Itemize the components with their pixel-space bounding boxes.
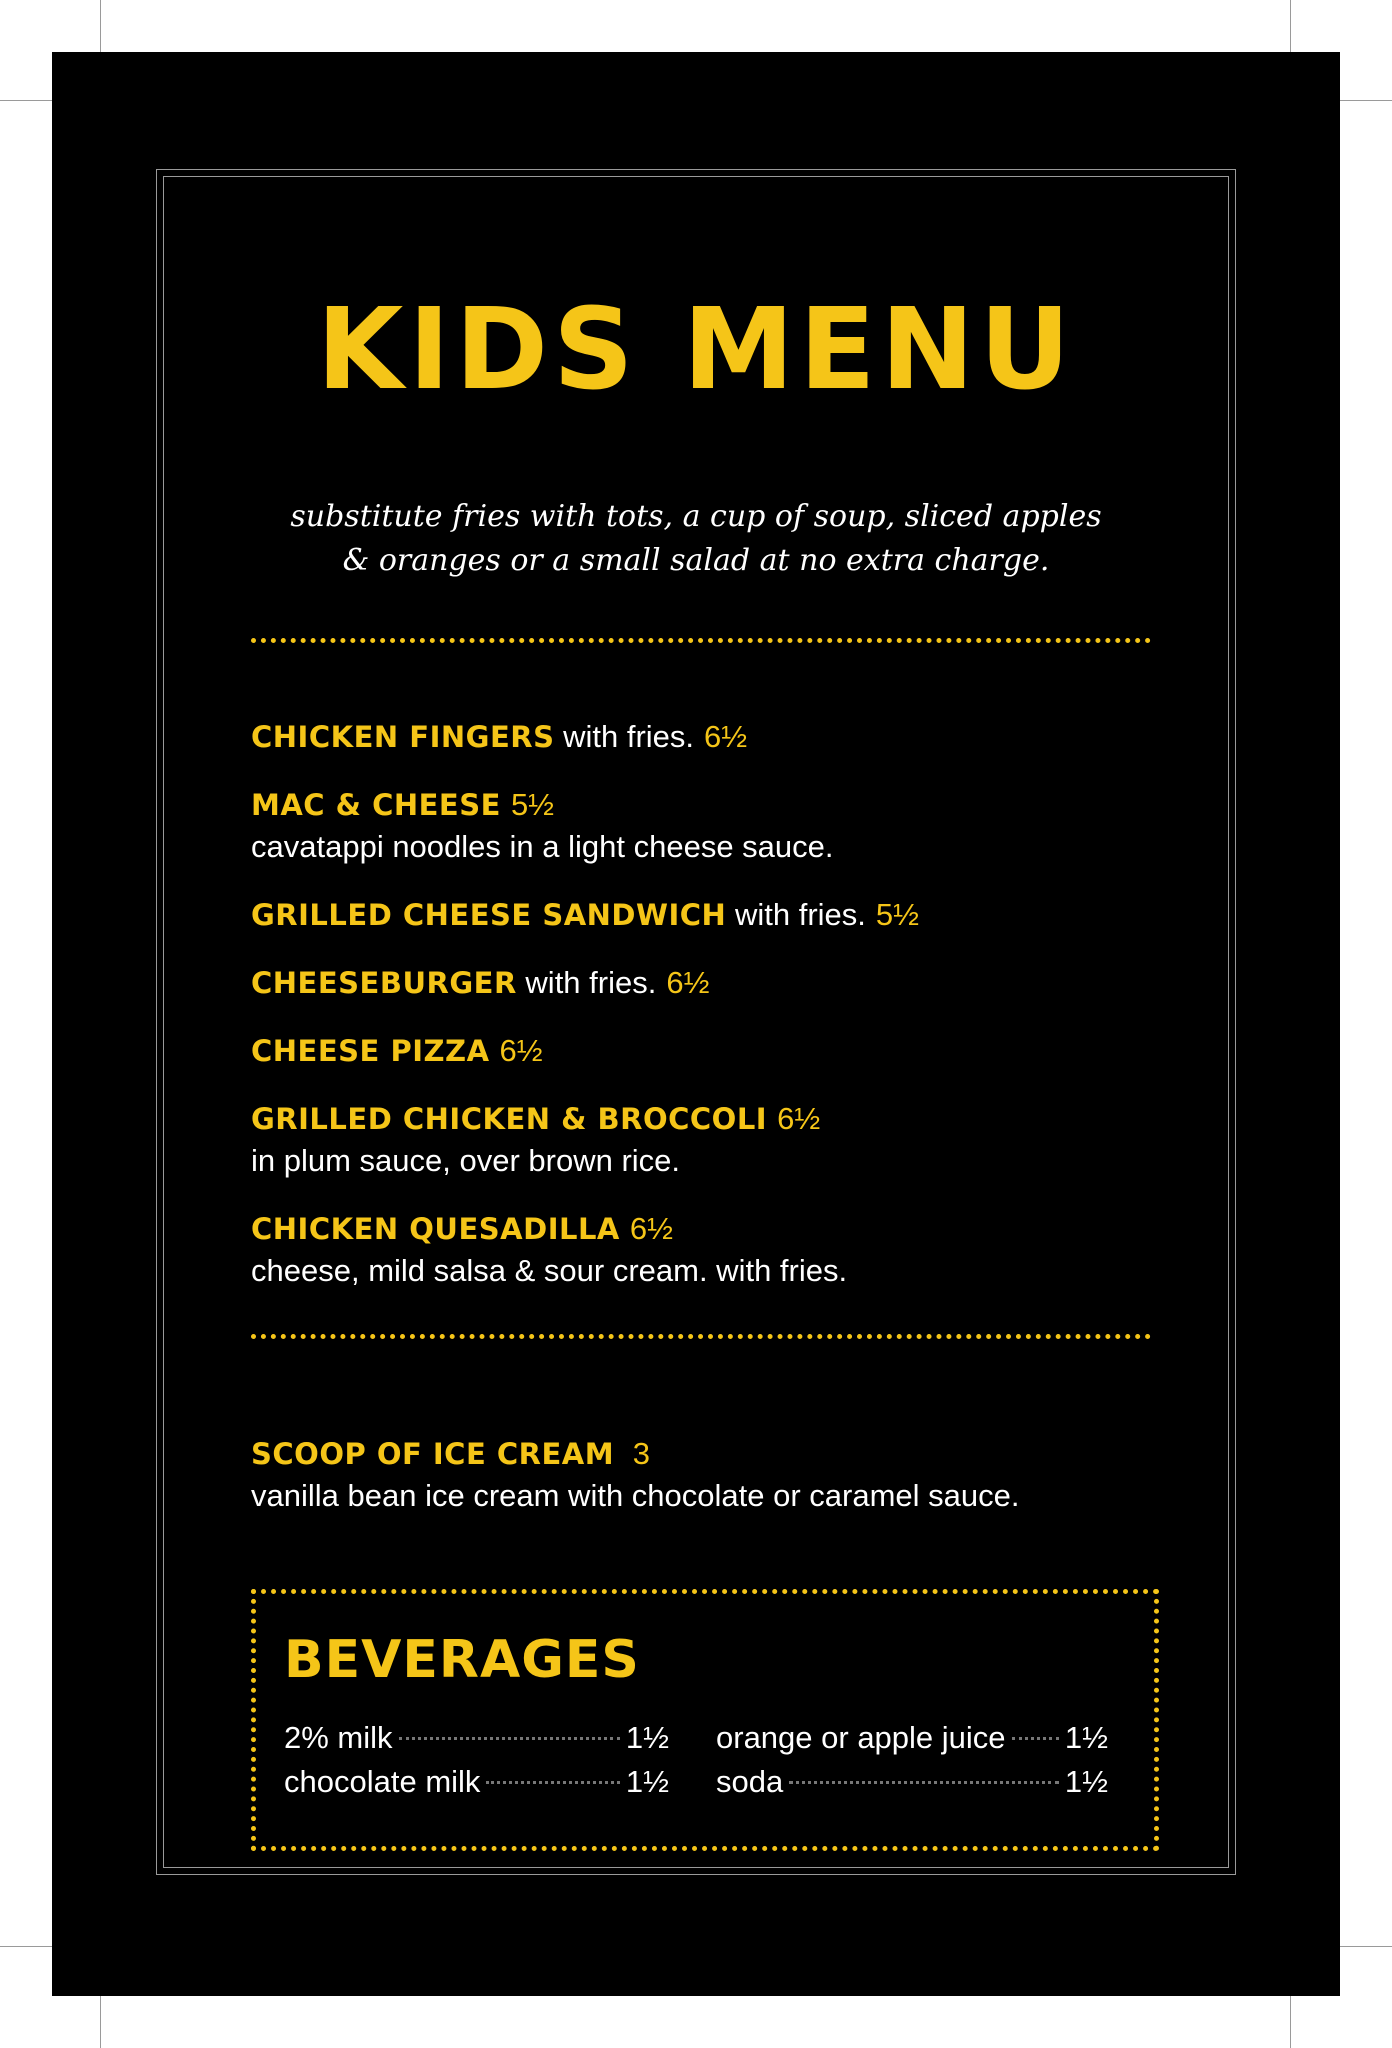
dotted-divider bbox=[251, 638, 1151, 643]
menu-item-price: 6½ bbox=[629, 1211, 673, 1246]
menu-item-line bbox=[251, 962, 1151, 1004]
crop-mark bbox=[1340, 1946, 1392, 1947]
crop-mark bbox=[0, 1946, 52, 1947]
dessert-description: vanilla bean ice cream with chocolate or caramel sauce. bbox=[251, 1478, 1020, 1513]
menu-item-price: 6½ bbox=[704, 719, 748, 754]
dotted-divider bbox=[251, 1334, 1151, 1339]
crop-mark bbox=[0, 100, 52, 101]
menu-item-description: cheese, mild salsa & sour cream. with fries. bbox=[251, 1253, 848, 1288]
subtitle-line-1: substitute fries with tots, a cup of soup, sliced apples bbox=[290, 499, 1102, 534]
menu-item bbox=[251, 1208, 1151, 1292]
beverage-row bbox=[284, 1716, 669, 1760]
menu-item-line bbox=[251, 1098, 1151, 1140]
menu-item bbox=[251, 962, 1151, 1004]
subtitle-line-2: & oranges or a small salad at no extra charge. bbox=[342, 543, 1050, 578]
crop-mark bbox=[1290, 0, 1291, 52]
menu-item-price: 6½ bbox=[499, 1033, 543, 1068]
menu-sheet bbox=[52, 52, 1340, 1996]
beverage-price: 1½ bbox=[625, 1720, 669, 1755]
menu-item-price: 5½ bbox=[510, 787, 555, 822]
menu-item bbox=[251, 784, 1151, 868]
beverage-row bbox=[284, 1760, 669, 1804]
menu-item-name: GRILLED CHICKEN & BROCCOLI bbox=[251, 1102, 768, 1136]
menu-item-line bbox=[251, 784, 1151, 826]
menu-item bbox=[251, 894, 1151, 936]
dessert-price: 3 bbox=[632, 1436, 650, 1471]
beverages-column-right bbox=[716, 1716, 1108, 1804]
menu-item-price: 6½ bbox=[666, 965, 710, 1000]
dot-leader bbox=[399, 1737, 620, 1740]
menu-item-price: 5½ bbox=[875, 897, 919, 932]
menu-item-inline-note: with fries. bbox=[563, 719, 695, 754]
beverage-row bbox=[716, 1716, 1108, 1760]
menu-item-name: GRILLED CHEESE SANDWICH bbox=[251, 898, 727, 932]
beverage-row bbox=[716, 1760, 1108, 1804]
menu-item bbox=[251, 716, 1151, 758]
menu-item-line bbox=[251, 1030, 1151, 1072]
beverage-name: orange or apple juice bbox=[716, 1720, 1006, 1755]
menu-title: KIDS MENU bbox=[316, 285, 1076, 415]
menu-item-name: CHICKEN FINGERS bbox=[251, 720, 555, 754]
beverage-price: 1½ bbox=[625, 1764, 669, 1799]
menu-item-price: 6½ bbox=[777, 1101, 821, 1136]
menu-item-name: CHEESE PIZZA bbox=[251, 1034, 490, 1068]
dessert-name: SCOOP OF ICE CREAM bbox=[251, 1437, 615, 1471]
menu-item-inline-note: with fries. bbox=[734, 897, 866, 932]
dot-leader bbox=[1012, 1737, 1059, 1740]
menu-item-description: in plum sauce, over brown rice. bbox=[251, 1143, 681, 1178]
menu-item-name: CHICKEN QUESADILLA bbox=[251, 1212, 620, 1246]
menu-item-line bbox=[251, 716, 1151, 758]
beverages-title: BEVERAGES bbox=[284, 1630, 640, 1690]
beverage-name: chocolate milk bbox=[284, 1764, 481, 1799]
dessert-line bbox=[251, 1433, 1201, 1475]
beverage-price: 1½ bbox=[1064, 1720, 1108, 1755]
menu-item-name: CHEESEBURGER bbox=[251, 966, 517, 1000]
beverage-name: soda bbox=[716, 1764, 784, 1799]
dot-leader bbox=[789, 1781, 1059, 1784]
menu-item-line bbox=[251, 1208, 1151, 1250]
menu-subtitle bbox=[52, 495, 1340, 583]
menu-item bbox=[251, 1030, 1151, 1072]
beverages-column-left bbox=[284, 1716, 669, 1804]
menu-item-line bbox=[251, 894, 1151, 936]
crop-mark bbox=[100, 1996, 101, 2048]
menu-item-description: cavatappi noodles in a light cheese sauce. bbox=[251, 829, 834, 864]
menu-item-name: MAC & CHEESE bbox=[251, 788, 501, 822]
beverage-price: 1½ bbox=[1064, 1764, 1108, 1799]
menu-items-list bbox=[251, 716, 1151, 1318]
beverage-name: 2% milk bbox=[284, 1720, 393, 1755]
dessert-item bbox=[251, 1433, 1201, 1517]
crop-mark bbox=[1290, 1996, 1291, 2048]
menu-item-inline-note: with fries. bbox=[525, 965, 657, 1000]
crop-mark bbox=[100, 0, 101, 52]
dot-leader bbox=[486, 1781, 619, 1784]
crop-mark bbox=[1340, 100, 1392, 101]
menu-item bbox=[251, 1098, 1151, 1182]
beverages-box bbox=[251, 1589, 1159, 1851]
